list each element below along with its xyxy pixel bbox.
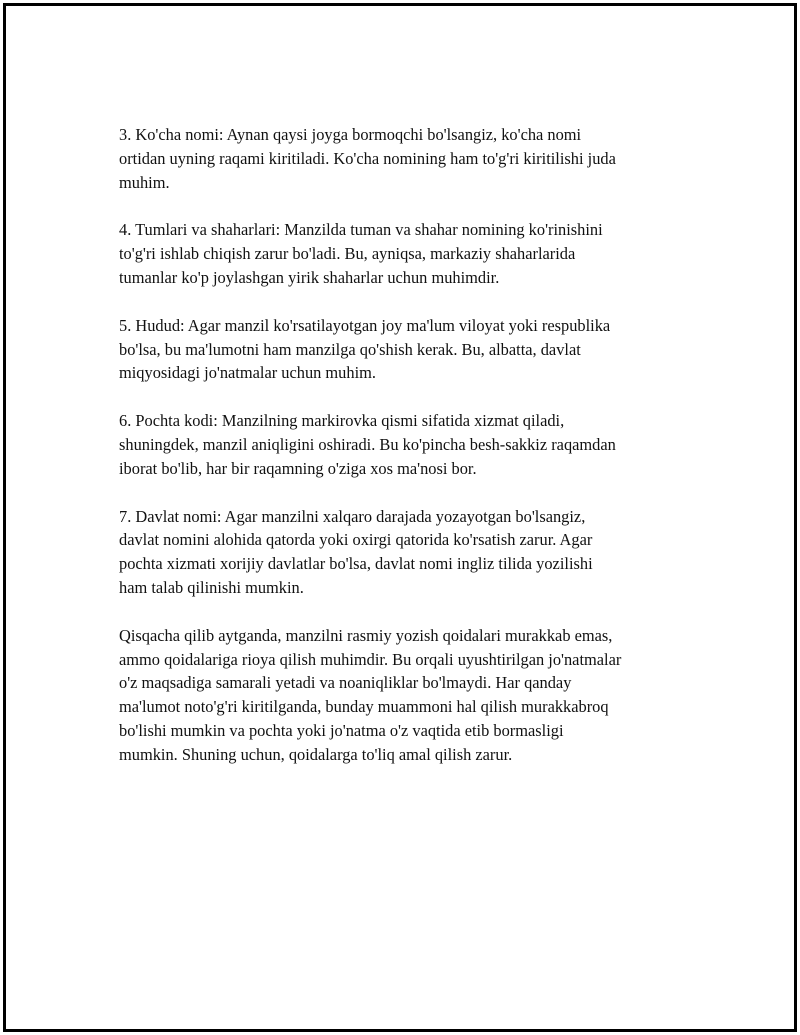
text-line: mumkin. Shuning uchun, qoidalarga to'liq amal qilish zarur. bbox=[119, 744, 513, 764]
text-line: ammo qoidalariga rioya qilish muhimdir. Bu orqali uyushtirilgan jo'natmalar bbox=[119, 649, 622, 669]
text-line: ma'lumot noto'g'ri kiritilganda, bunday muammoni hal qilish murakkabroq bbox=[119, 697, 609, 717]
text-line: muhim. bbox=[119, 172, 170, 192]
text-line: 4. Tumlari va shaharlari: Manzilda tuman va shahar nomining ko'rinishini bbox=[119, 220, 603, 240]
text-line: iborat bo'lib, har bir raqamning o'ziga xos ma'nosi bor. bbox=[119, 458, 477, 478]
paragraph-street-name bbox=[119, 123, 699, 194]
text-line: 5. Hudud: Agar manzil ko'rsatilayotgan joy ma'lum viloyat yoki respublika bbox=[119, 315, 611, 335]
text-line: ham talab qilinishi mumkin. bbox=[119, 577, 304, 597]
text-line: bo'lishi mumkin va pochta yoki jo'natma o'z vaqtida etib bormasligi bbox=[119, 720, 564, 740]
text-line: 3. Ko'cha nomi: Aynan qaysi joyga bormoqchi bo'lsangiz, ko'cha nomi bbox=[119, 125, 582, 144]
text-line: shuningdek, manzil aniqligini oshiradi. Bu ko'pincha besh-sakkiz raqamdan bbox=[119, 434, 616, 454]
paragraph-postal-code bbox=[119, 409, 699, 480]
text-line: o'z maqsadiga samarali yetadi va noaniqliklar bo'lmaydi. Har qanday bbox=[119, 673, 572, 693]
paragraph-region bbox=[119, 314, 699, 385]
text-line: pochta xizmati xorijiy davlatlar bo'lsa, davlat nomi ingliz tilida yozilishi bbox=[119, 554, 593, 574]
document-page bbox=[3, 3, 797, 1032]
text-line: ortidan uyning raqami kiritiladi. Ko'cha nomining ham to'g'ri kiritilishi juda bbox=[119, 148, 616, 168]
text-line: davlat nomini alohida qatorda yoki oxirgi qatorida ko'rsatish zarur. Agar bbox=[119, 530, 593, 550]
paragraph-country-name bbox=[119, 505, 699, 600]
text-line: to'g'ri ishlab chiqish zarur bo'ladi. Bu, ayniqsa, markaziy shaharlarida bbox=[119, 244, 576, 264]
paragraph-districts-cities bbox=[119, 218, 699, 289]
text-line: bo'lsa, bu ma'lumotni ham manzilga qo'shish kerak. Bu, albatta, davlat bbox=[119, 339, 581, 359]
text-line: 6. Pochta kodi: Manzilning markirovka qismi sifatida xizmat qiladi, bbox=[119, 411, 565, 431]
text-line: 7. Davlat nomi: Agar manzilni xalqaro darajada yozayotgan bo'lsangiz, bbox=[119, 506, 586, 526]
paragraph-conclusion bbox=[119, 624, 699, 767]
document-body bbox=[119, 123, 699, 791]
text-line: miqyosidagi jo'natmalar uchun muhim. bbox=[119, 363, 376, 383]
text-line: Qisqacha qilib aytganda, manzilni rasmiy yozish qoidalari murakkab emas, bbox=[119, 625, 613, 645]
text-line: tumanlar ko'p joylashgan yirik shaharlar uchun muhimdir. bbox=[119, 267, 500, 287]
